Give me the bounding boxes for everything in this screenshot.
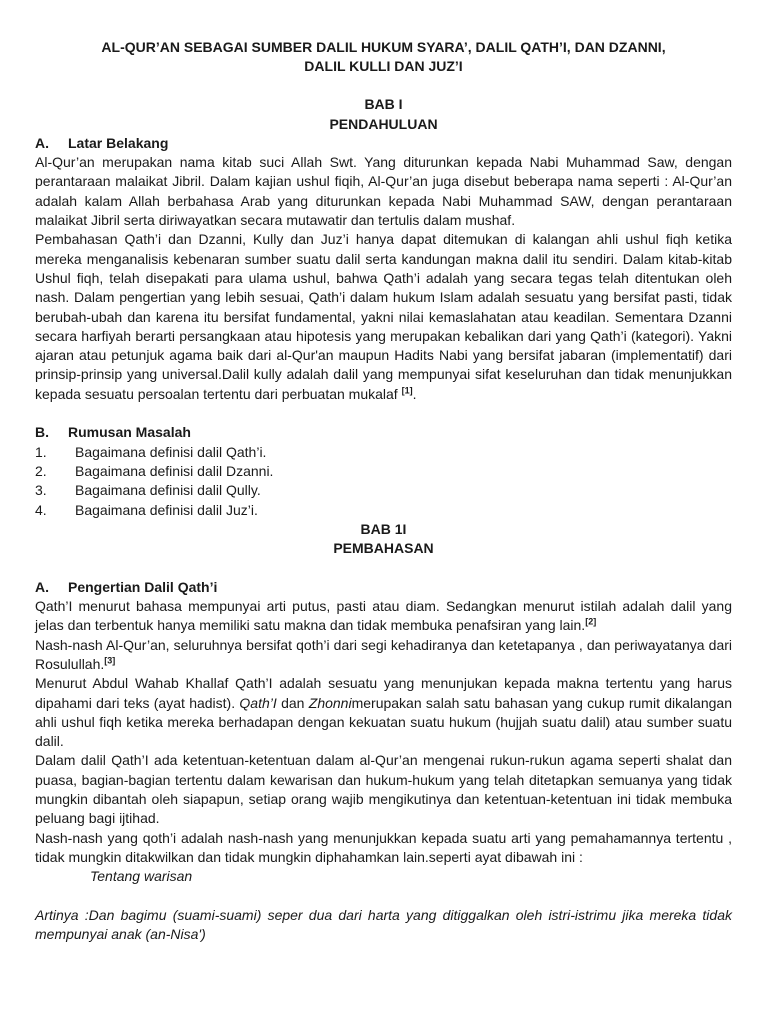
paragraph-nash-qothi: Nash-nash yang qoth’i adalah nash-nash yang menunjukkan kepada suatu arti yang pemahamannya tertentu , tidak mungkin ditakwilkan dan tidak mungkin diphahamkan lain.seperti ayat dibawah ini : xyxy=(35,829,732,865)
paragraph-text: merupakan salah satu bahasan yang cukup rumit dikalangan ahli ushul fiqh ketika mereka berhadapan dengan kekuatan suatu hukum (hujjah suatu dalil) atau sumber suatu dalil. xyxy=(35,694,732,750)
paragraph-text: Qath’I menurut bahasa mempunyai arti putus, pasti atau diam. Sedangkan menurut istilah adalah dalil yang jelas dan terbentuk hanya memiliki satu makna dan tidak membuka penafsiran yang lain. xyxy=(35,598,732,634)
italic-term-zhonni: Zhonni xyxy=(308,694,352,711)
list-text: Bagaimana definisi dalil Juz’i. xyxy=(75,501,258,518)
list-item xyxy=(35,481,732,500)
paragraph-text: dan xyxy=(276,694,309,711)
italic-term-qathi: Qath’I xyxy=(239,694,277,711)
chapter-1-label: BAB I xyxy=(364,96,403,113)
paragraph-text: Nash-nash Al-Qur’an, seluruhnya bersifat qoth’i dari segi kehadiranya dan ketetapanya , dan periwayatanya dari Rosulullah. xyxy=(35,636,732,672)
chapter-2-label: BAB 1I xyxy=(360,520,407,537)
section-letter: B. xyxy=(35,424,49,441)
section-title: Rumusan Masalah xyxy=(68,424,191,441)
footnote-ref[interactable]: [1] xyxy=(401,385,413,396)
paragraph-ketentuan: Dalam dalil Qath’I ada ketentuan-ketentuan dalam al-Qur’an mengenai rukun-rukun agama seperti shalat dan puasa, bagian-bagian tertentu dalam kewarisan dan hukum-hukum yang telah ditetapkan semuanya yang tidak mungkin dibantah oleh siapapun, setiap orang wajib mengikutinya dan ketentuan-ketentuan ini tidak membuka peluang bagi ijtihad. xyxy=(35,752,732,827)
paragraph-khallaf xyxy=(35,674,732,751)
title-line-1: AL-QUR’AN SEBAGAI SUMBER DALIL HUKUM SYARA’, DALIL QATH’I, DAN DZANNI, xyxy=(101,39,666,55)
footnote-ref[interactable]: [3] xyxy=(104,655,116,666)
paragraph-qathi-dzanni xyxy=(35,230,732,404)
footnote-ref[interactable]: [2] xyxy=(585,616,597,627)
list-number: 4. xyxy=(35,501,47,518)
section-letter: A. xyxy=(35,134,49,151)
list-number: 3. xyxy=(35,482,47,499)
verse-translation: Artinya :Dan bagimu (suami-suami) seper dua dari harta yang ditiggalkan oleh istri-istrimu jika mereka tidak mempunyai anak (an-Nisa') xyxy=(35,906,732,943)
list-number: 1. xyxy=(35,443,47,460)
section-latar-belakang-heading xyxy=(35,134,732,153)
document-page xyxy=(35,38,732,944)
section-title: Pengertian Dalil Qath’i xyxy=(68,578,218,595)
section-rumusan-masalah-heading xyxy=(35,423,732,442)
title-line-2: DALIL KULLI DAN JUZ’I xyxy=(304,58,463,74)
chapter-1-title: PENDAHULUAN xyxy=(329,115,438,132)
list-text: Bagaimana definisi dalil Dzanni. xyxy=(75,462,274,479)
example-label: Tentang warisan xyxy=(90,868,193,885)
paragraph-nash-alquran xyxy=(35,636,732,675)
list-number: 2. xyxy=(35,462,47,479)
document-title xyxy=(35,38,732,76)
paragraph-text: Pembahasan Qath’i dan Dzanni, Kully dan Juz’i hanya dapat ditemukan di kalangan ahli ushul fiqh ketika mereka menganalisis kebenaran sumber suatu dalil serta kandungan makna dalil itu sendiri. Dalam kitab-kitab Ushul fiqh, telah disepakati para ulama ushul, bahwa Qath’i adalah yang secara tegas telah ditentukan oleh nash. Dalam pengertian yang lebih sesuai, Qath’i dalam hukum Islam adalah sesuatu yang bersifat pasti, tidak berubah-ubah dan karena itu bersifat fundamental, yakni nilai kemaslahatan atau keadilan. Sementara Dzanni secara harfiyah berarti persangkaan atau hipotesis yang merupakan kebalikan dari yang Qath’i (kategori). Yakni ajaran atau petunjuk agama baik dari al-Qur'an maupun Hadits Nabi yang bersifat jabaran (implementatif) dari prinsip-prinsip yang universal.Dalil kully adalah dalil yang mempunyai sifat keseluruhan dan tidak menunjukkan kepada sesuatu persoalan tertentu dari perbuatan mukalaf xyxy=(35,231,732,402)
paragraph-text: Menurut Abdul Wahab Khallaf Qath’I adalah sesuatu yang menunjukan kepada makna tertentu yang harus dipahami dari teks (ayat hadist). xyxy=(35,675,732,711)
list-text: Bagaimana definisi dalil Qully. xyxy=(75,482,261,499)
problem-list xyxy=(35,443,732,520)
section-pengertian-heading xyxy=(35,578,732,597)
paragraph-end: . xyxy=(412,385,417,402)
list-text: Bagaimana definisi dalil Qath’i. xyxy=(75,443,267,460)
section-letter: A. xyxy=(35,578,49,595)
section-title: Latar Belakang xyxy=(68,134,169,151)
paragraph-alquran-definition: Al-Qur’an merupakan nama kitab suci Allah Swt. Yang diturunkan kepada Nabi Muhammad Saw, dengan perantaraan malaikat Jibril. Dalam kajian ushul fiqih, Al-Qur’an juga disebut beberapa nama seperti : Al-Qur’an adalah kalam Allah berbahasa Arab yang diturunkan kepada Nabi Muhammad SAW, dengan perantaraan malaikat Jibril serta diriwayatkan secara mutawatir dan tertulis dalam mushaf. xyxy=(35,154,732,229)
paragraph-qathi-meaning xyxy=(35,597,732,636)
list-item xyxy=(35,462,732,481)
list-item xyxy=(35,501,732,520)
chapter-2-title: PEMBAHASAN xyxy=(333,540,434,557)
list-item xyxy=(35,443,732,462)
